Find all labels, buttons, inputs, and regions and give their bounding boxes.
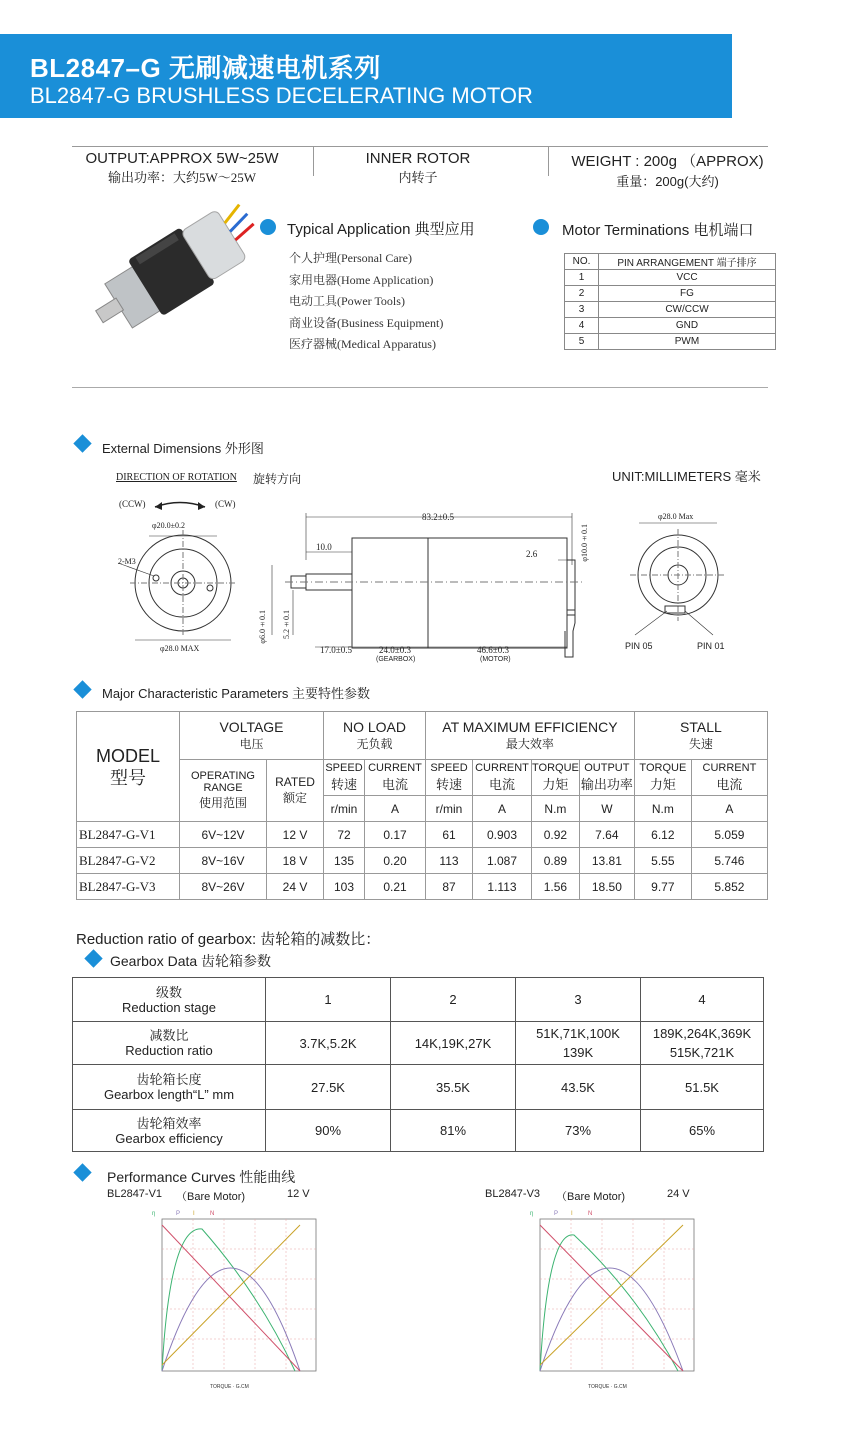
unit-cell: A [365,796,426,822]
spec-weight-cn: 重量：200g(大约) [616,174,719,189]
sub-header [691,760,767,796]
bullet-icon [260,219,276,235]
table-cell: 1.087 [473,848,532,874]
stall-header-cn: 失速 [688,737,713,751]
noload-header-en: NO LOAD [342,719,406,735]
table-row [77,822,768,848]
chart-xlabel: TORQUE · G.CM [210,1384,249,1390]
table-cell: 3.7K,5.2K [266,1022,391,1065]
spec-weight [555,150,780,190]
table-cell: 65% [641,1110,764,1152]
sub-header-en: SPEED [430,762,468,774]
sub-header-en: TORQUE [532,762,579,774]
row-header-en: Reduction stage [122,999,216,1015]
table-cell: 0.17 [365,822,426,848]
gearbox-heading: Gearbox Data 齿轮箱参数 [110,953,272,969]
dim-label: (MOTOR) [480,656,511,663]
noload-header-cn: 无负载 [356,737,393,751]
external-dimensions-heading: External Dimensions 外形图 [102,441,264,456]
dim-label: φ20.0±0.2 [152,521,186,530]
unit-cell: A [691,796,767,822]
model-header-cn: 型号 [110,767,146,788]
table-cell: 5.55 [634,848,691,874]
model-cell: BL2847-G-V3 [77,874,180,900]
row-header-en: Gearbox length“L” mm [103,1087,235,1102]
sub-header-en: CURRENT [475,762,529,774]
bullet-icon [533,219,549,235]
chart-model: BL2847-V1 [107,1188,163,1200]
curve-label: η [152,1211,156,1217]
voltage-header-cn: 电压 [239,737,264,751]
table-cell: 81% [391,1110,516,1152]
table-row [565,318,776,334]
table-cell: 1 [565,270,599,286]
curve-label: I [193,1211,195,1217]
curve-label: P [176,1211,181,1217]
curve-label: η [530,1211,534,1217]
table-header: PIN ARRANGEMENT 端子排序 [599,254,776,270]
power-curve [162,1268,300,1371]
diamond-bullet-icon [73,680,91,698]
table-cell: 9.77 [634,874,691,900]
speed-curve [540,1225,683,1371]
spec-rotor-cn: 内转子 [398,170,438,185]
cw-label: (CW) [215,499,236,509]
performance-chart-v1 [100,1205,330,1390]
table-cell: FG [599,286,776,302]
spec-output [72,150,292,186]
table-cell: CW/CCW [599,302,776,318]
table-row [73,1065,764,1110]
table-cell: 90% [266,1110,391,1152]
table-cell: 51.5K [641,1065,764,1110]
model-cell: BL2847-G-V1 [77,822,180,848]
chart-voltage: 12 V [287,1188,310,1200]
row-header-cn: 齿轮箱效率 [136,1115,202,1131]
divider [548,146,549,176]
row-header [73,1022,266,1065]
sub-header-en: CURRENT [368,762,422,774]
table-row [77,874,768,900]
side-view-drawing [255,505,605,670]
table-cell: 2 [391,978,516,1022]
sub-header-en: SPEED [325,762,363,774]
voltage-header-en: VOLTAGE [219,719,284,735]
motor-photo [80,190,260,360]
direction-of-rotation: DIRECTION OF ROTATION [116,472,237,483]
table-cell: 14K,19K,27K [391,1022,516,1065]
curve-label: I [571,1211,573,1217]
curve-label: P [554,1211,559,1217]
sub-header-en: OUTPUT [584,762,630,774]
dim-label: 2.6 [526,549,538,559]
table-row [73,978,764,1022]
parameters-heading: Major Characteristic Parameters 主要特性参数 [102,686,370,701]
current-curve [540,1225,683,1365]
rated-header [267,760,324,822]
table-cell: 0.89 [532,848,580,874]
table-cell: 4 [641,978,764,1022]
op-range-header-cn: 使用范围 [198,796,247,810]
power-curve [540,1268,683,1371]
current-curve [162,1225,300,1365]
table-cell: PWM [599,334,776,350]
rated-header-cn: 额定 [282,791,307,805]
dim-label: 46.6±0.3 [477,645,509,655]
table-cell: 0.20 [365,848,426,874]
ccw-label: (CCW) [119,499,146,509]
table-cell: 1 [266,978,391,1022]
table-row [565,270,776,286]
spec-rotor-en: INNER ROTOR [365,150,471,167]
table-cell: 1.56 [532,874,580,900]
sub-header [365,760,426,796]
table-cell: 13.81 [579,848,634,874]
performance-chart-v3 [478,1205,708,1390]
sub-header-cn: 输出功率 [580,777,633,792]
sub-header-cn: 力矩 [649,777,676,792]
typical-application-heading: Typical Application 典型应用 [287,221,475,238]
diamond-bullet-icon [84,949,102,967]
dim-label: 17.0±0.5 [320,645,352,655]
dim-label: 24.0±0.3 [379,645,411,655]
table-cell: 18 V [267,848,324,874]
op-range-header-en: OPERATING RANGE [191,770,255,794]
maxeff-header [426,712,635,760]
table-cell: 0.903 [473,822,532,848]
row-header [73,1065,266,1110]
row-header-cn: 级数 [155,984,182,1000]
spec-weight-en: WEIGHT : 200g （APPROX) [571,153,764,170]
sub-header [324,760,365,796]
dim-label: 83.2±0.5 [422,512,454,522]
table-cell: 8V~16V [180,848,267,874]
table-cell: 6.12 [634,822,691,848]
unit-cell: W [579,796,634,822]
dim-label: φ28.0 Max [658,512,694,521]
row-header-cn: 齿轮箱长度 [136,1072,202,1087]
sub-header-en: TORQUE [639,762,687,774]
table-cell: 0.92 [532,822,580,848]
table-header: NO. [565,254,599,270]
motor-terminations-heading: Motor Terminations 电机端口 [562,222,754,239]
unit-cell: r/min [426,796,473,822]
curve-label: N [210,1211,215,1217]
sub-header-cn: 电流 [381,777,408,792]
sub-header-cn: 电流 [488,777,515,792]
dim-label: 5.2±0.1 [282,610,291,639]
sub-header [473,760,532,796]
table-cell: VCC [599,270,776,286]
speed-curve [162,1225,300,1371]
table-cell: 61 [426,822,473,848]
unit-label: UNIT:MILLIMETERS 毫米 [612,469,761,484]
maxeff-header-cn: 最大效率 [505,737,554,751]
table-row [77,848,768,874]
divider [72,146,768,147]
table-cell: 3 [516,978,641,1022]
sub-header-cn: 转速 [435,777,462,792]
sub-header [634,760,691,796]
pin-05-label: PIN 05 [625,641,653,651]
spec-rotor [318,150,518,186]
table-cell: 6V~12V [180,822,267,848]
table-cell: 1.113 [473,874,532,900]
rated-header-en: RATED [275,775,315,789]
stall-header [634,712,767,760]
reduction-ratio-title: Reduction ratio of gearbox: 齿轮箱的减数比： [76,931,381,948]
table-cell: GND [599,318,776,334]
sub-header [532,760,580,796]
sub-header-en: CURRENT [702,762,757,774]
row-header-cn: 减数比 [149,1028,189,1043]
list-item: 商业设备(Business Equipment) [289,315,444,330]
row-header-en: Reduction ratio [125,1043,213,1058]
spec-output-cn: 输出功率：大约5W～25W [107,170,257,185]
diamond-bullet-icon [73,1163,91,1181]
row-header [73,978,266,1022]
efficiency-curve [540,1235,678,1371]
op-range-header [180,760,267,822]
sub-header-cn: 力矩 [542,777,569,792]
chart-v1-axes [162,1219,316,1371]
table-cell: 18.50 [579,874,634,900]
table-cell: 5.852 [691,874,767,900]
list-item: 医疗器械(Medical Apparatus) [289,337,436,351]
chart-type: （Bare Motor) [176,1191,246,1203]
model-header-en: MODEL [95,745,160,766]
dim-label: φ6.0±0.1 [258,610,267,644]
row-header [73,1110,266,1152]
divider [72,387,768,388]
voltage-header [180,712,324,760]
chart-v3-axes [540,1219,694,1371]
divider [313,146,314,176]
performance-heading: Performance Curves 性能曲线 [107,1169,296,1185]
unit-cell: N.m [634,796,691,822]
dim-label: (GEARBOX) [376,656,416,663]
table-cell: 135 [324,848,365,874]
diamond-bullet-icon [73,434,91,452]
unit-cell: N.m [532,796,580,822]
table-cell: 103 [324,874,365,900]
table-cell: 7.64 [579,822,634,848]
gearbox-table [72,977,764,1152]
table-cell: 51K,71K,100K 139K [516,1022,641,1065]
model-cell: BL2847-G-V2 [77,848,180,874]
pin-table [564,253,776,350]
table-cell: 113 [426,848,473,874]
list-item: 电动工具(Power Tools) [289,294,405,308]
table-cell: 27.5K [266,1065,391,1110]
dim-label: φ28.0 MAX [160,644,200,653]
chart-voltage: 24 V [667,1188,690,1200]
sub-header-cn: 电流 [716,777,743,792]
application-list [289,248,443,356]
unit-cell: r/min [324,796,365,822]
maxeff-header-en: AT MAXIMUM EFFICIENCY [442,719,618,735]
table-cell: 73% [516,1110,641,1152]
table-row [73,1022,764,1065]
chart-xlabel: TORQUE · G.CM [588,1384,627,1390]
table-cell: 3 [565,302,599,318]
table-cell: 24 V [267,874,324,900]
dim-label: 2-M3 [118,557,136,566]
direction-cn: 旋转方向 [253,472,302,486]
page-title-cn: BL2847–G 无刷减速电机系列 [30,53,381,83]
chart-model: BL2847-V3 [485,1188,541,1200]
table-cell: 2 [565,286,599,302]
table-row [565,286,776,302]
table-cell: 87 [426,874,473,900]
front-view-drawing [110,490,250,660]
row-header-en: Gearbox efficiency [115,1130,223,1146]
dim-label: 10.0 [316,542,332,552]
table-cell: 189K,264K,369K 515K,721K [641,1022,764,1065]
sub-header [579,760,634,796]
table-cell: 43.5K [516,1065,641,1110]
pin-01-label: PIN 01 [697,641,725,651]
table-cell: 72 [324,822,365,848]
table-row [565,302,776,318]
list-item: 家用电器(Home Application) [289,272,434,287]
table-cell: 8V~26V [180,874,267,900]
spec-output-en: OUTPUT:APPROX 5W~25W [85,150,279,167]
sub-header [426,760,473,796]
list-item: 个人护理(Personal Care) [289,251,412,265]
dim-label: φ10.0±0.1 [580,524,589,562]
parameters-table [76,711,768,900]
table-cell: 12 V [267,822,324,848]
table-cell: 35.5K [391,1065,516,1110]
table-cell: 0.21 [365,874,426,900]
page-title-en: BL2847-G BRUSHLESS DECELERATING MOTOR [30,83,533,108]
table-row [73,1110,764,1152]
header-banner [0,34,732,118]
table-cell: 5.059 [691,822,767,848]
table-row [565,334,776,350]
noload-header [324,712,426,760]
curve-label: N [588,1211,593,1217]
rear-view-drawing [625,515,735,645]
table-cell: 5.746 [691,848,767,874]
table-cell: 5 [565,334,599,350]
table-cell: 4 [565,318,599,334]
unit-cell: A [473,796,532,822]
sub-header-cn: 转速 [330,777,357,792]
stall-header-en: STALL [680,719,722,735]
chart-type: （Bare Motor) [556,1191,626,1203]
model-header [77,712,180,822]
